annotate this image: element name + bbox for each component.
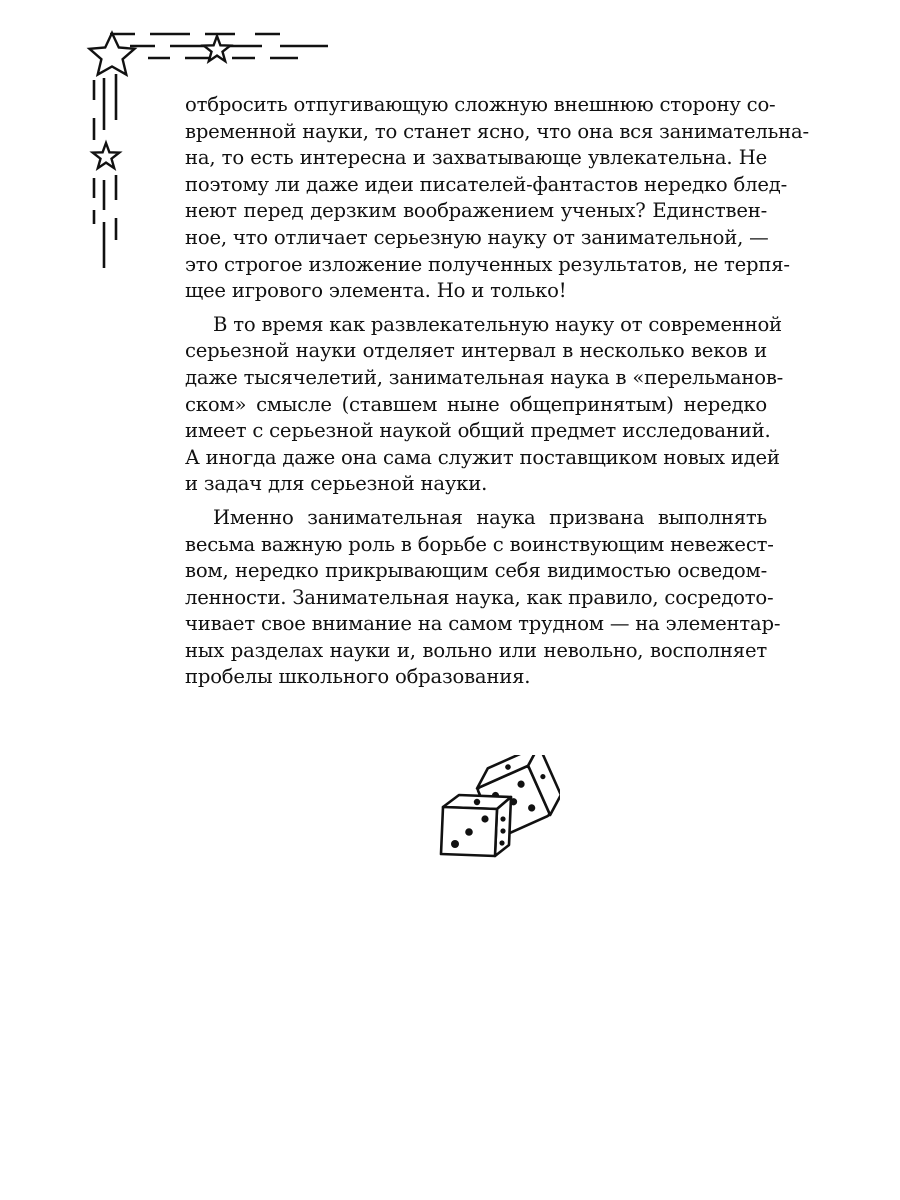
body-text [185, 92, 809, 691]
paragraph [185, 92, 809, 305]
text-line: А иногда даже она сама служит поставщиком новых идей [185, 445, 780, 469]
paragraph [185, 505, 781, 691]
paragraph [185, 312, 784, 498]
text-line: имеет с серьезной наукой общий предмет исследований. [185, 419, 771, 443]
text-line: ленности. Занимательная наука, как правило, сосредото- [185, 585, 774, 609]
text-line: серьезной науки отделяет интервал в несколько веков и [185, 339, 767, 363]
dice-illustration [435, 755, 560, 865]
text-line: и задач для серьезной науки. [185, 472, 488, 496]
text-line: на, то есть интересна и захватывающе увлекательна. Не [185, 146, 767, 170]
text-line: В то время как развлекательную науку от современной [213, 312, 782, 336]
text-line: вом, нередко прикрывающим себя видимостью осведом- [185, 559, 767, 583]
text-line: неют перед дерзким воображением ученых? Единствен- [185, 199, 767, 223]
text-line: Именно занимательная наука призвана выполнять [213, 505, 767, 529]
front-die [441, 795, 511, 856]
text-line: временной науки, то станет ясно, что она вся занимательна- [185, 119, 809, 143]
text-line: щее игрового элемента. Но и только! [185, 279, 567, 303]
text-line: ных разделах науки и, вольно или невольно, восполняет [185, 638, 767, 662]
text-line: весьма важную роль в борьбе с воинствующим невежест- [185, 532, 774, 556]
text-line: даже тысячелетий, занимательная наука в «перельманов- [185, 365, 784, 389]
text-line: пробелы школьного образования. [185, 665, 531, 689]
text-line: это строгое изложение полученных результатов, не терпя- [185, 252, 790, 276]
text-line: отбросить отпугивающую сложную внешнюю сторону со- [185, 93, 776, 116]
text-line: поэтому ли даже идеи писателей-фантастов нередко блед- [185, 172, 788, 196]
text-line: ском» смысле (ставшем ныне общепринятым) нередко [185, 392, 767, 416]
text-line: ное, что отличает серьезную науку от занимательной, — [185, 225, 769, 249]
text-line: чивает свое внимание на самом трудном — на элементар- [185, 612, 781, 636]
